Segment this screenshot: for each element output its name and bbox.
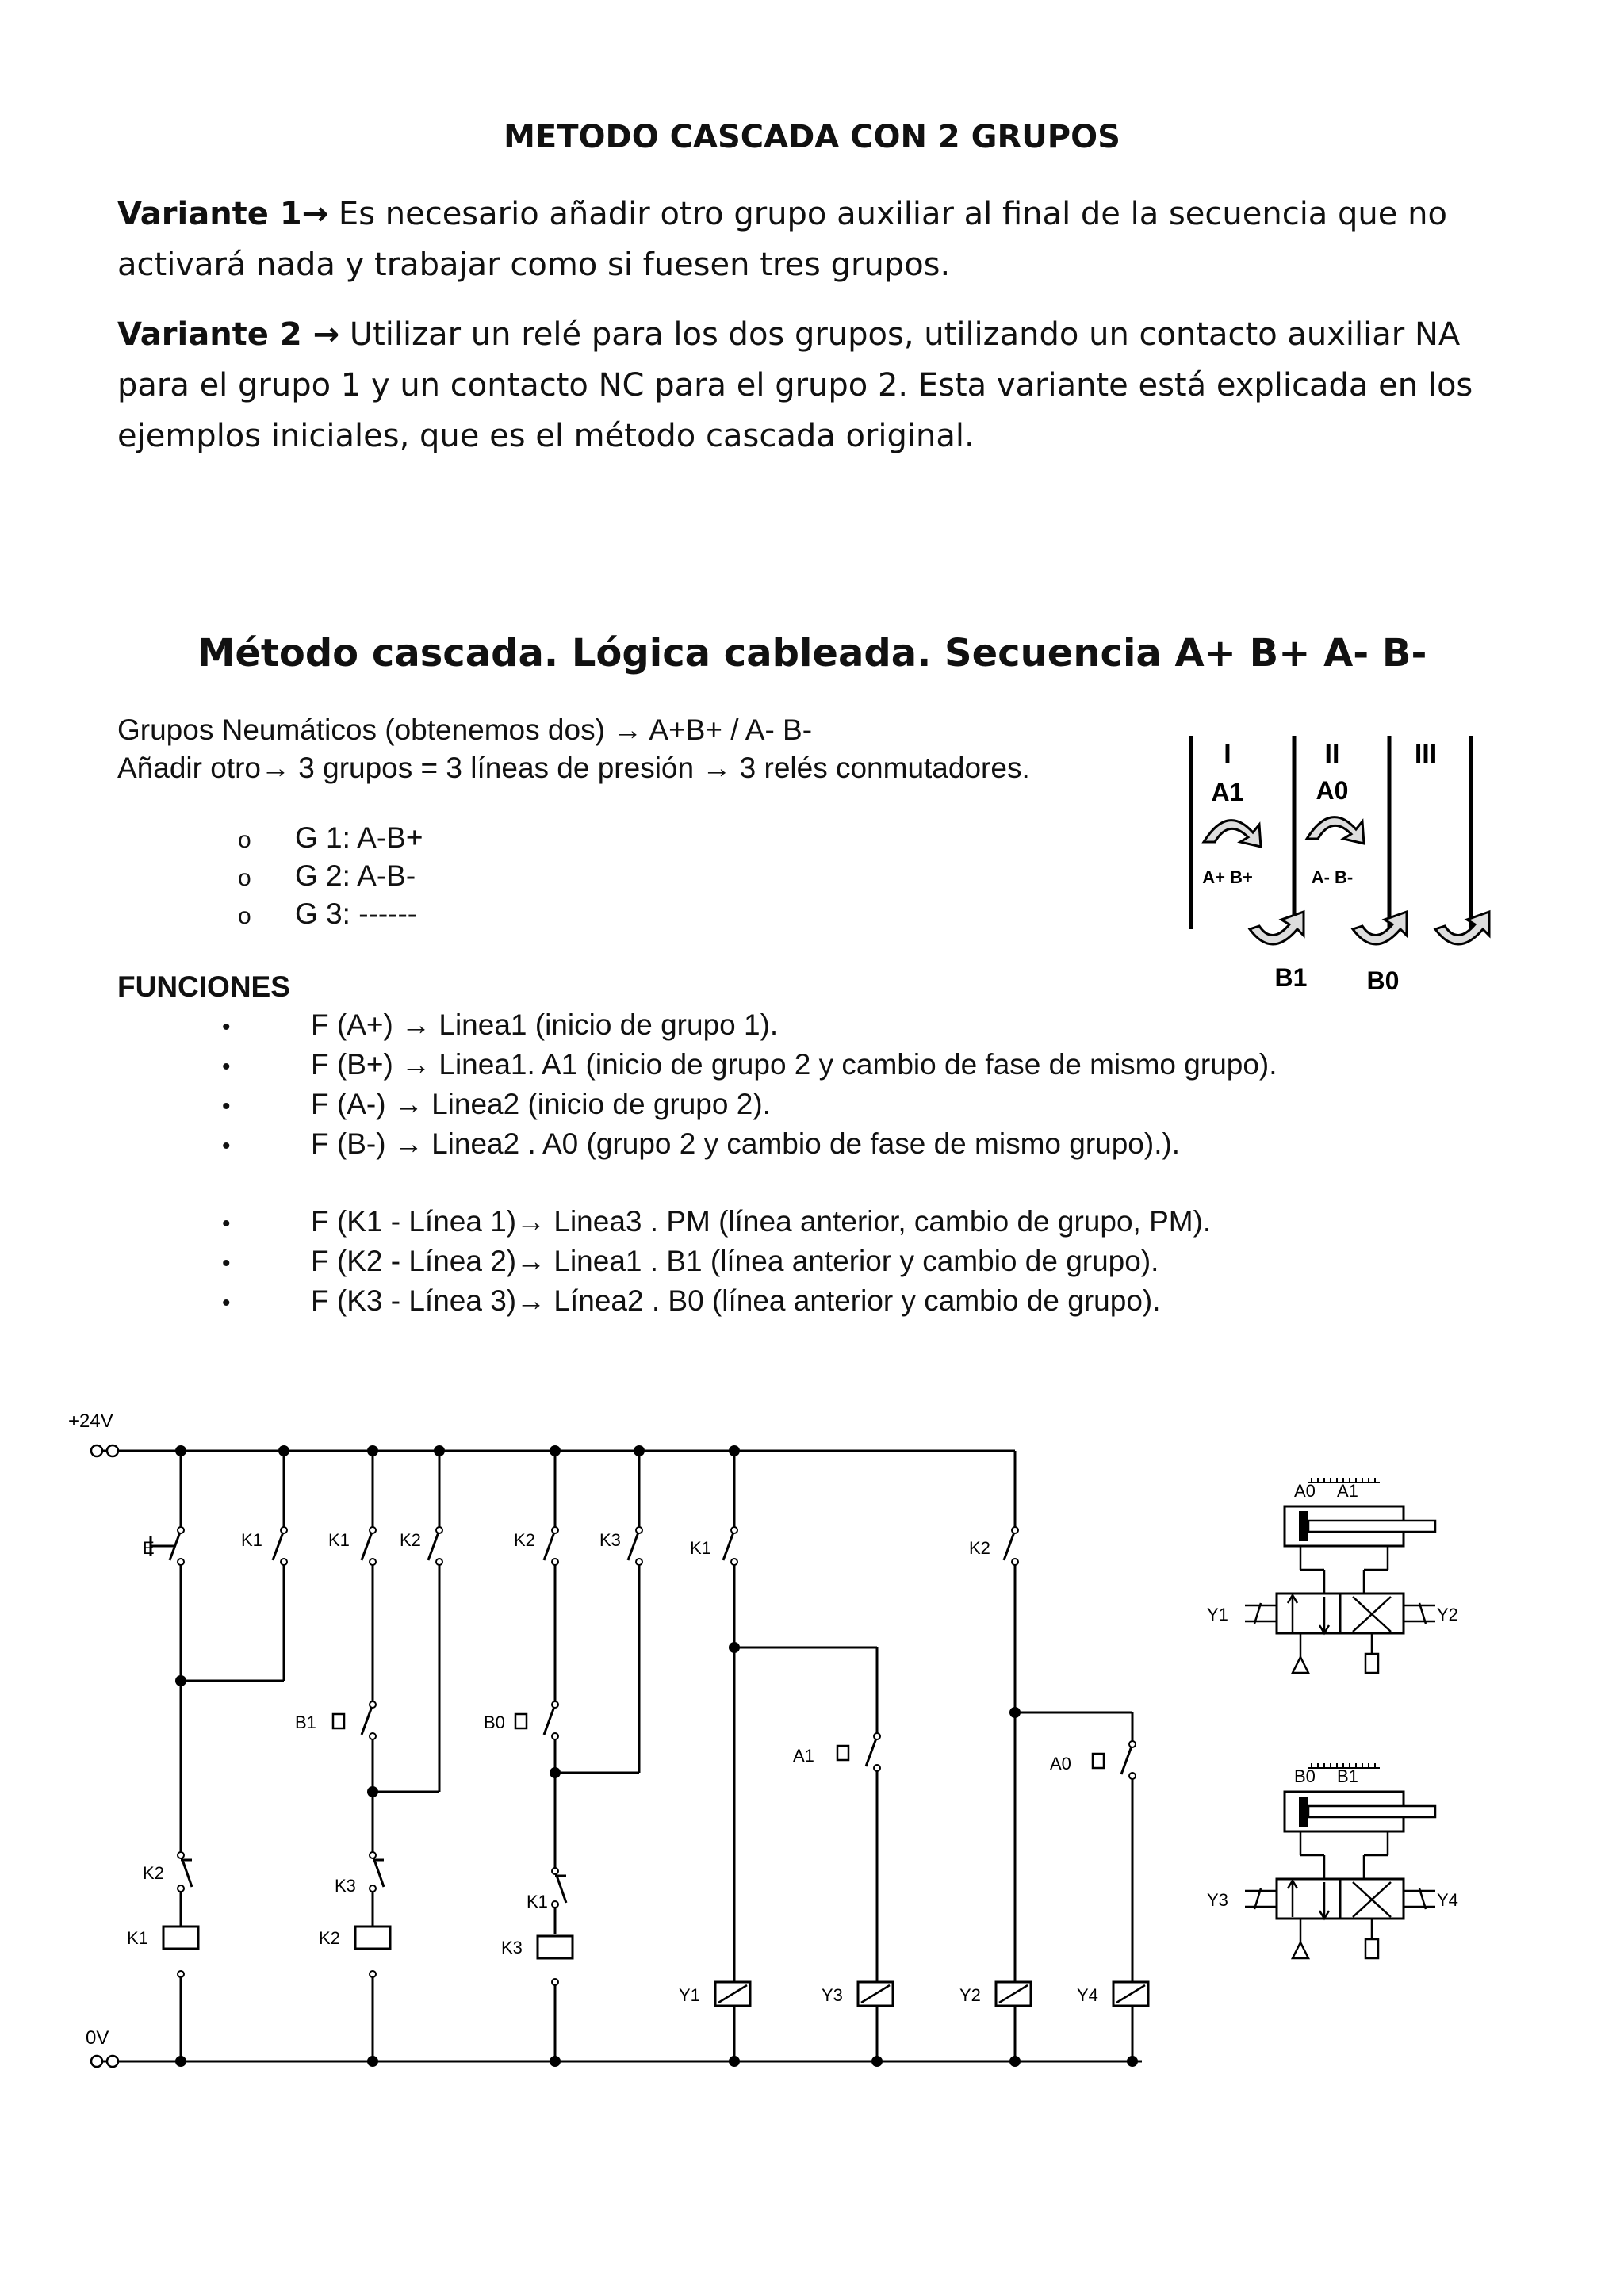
solenoid-label: Y1 [679,1985,700,2005]
group-text: G 2: A-B- [295,859,416,892]
sensor-contact-label: A1 [793,1746,814,1766]
curved-arrow-icon [1204,821,1261,847]
function-item [222,1245,1159,1278]
function-bullet: • [222,1290,231,1316]
sensor-label-A1: A1 [1211,778,1244,806]
sensor-label-B0: B0 [1366,966,1400,995]
cyl-b-sensor-label: B0 [1294,1766,1316,1786]
start-button-label: E [143,1538,155,1558]
solenoid-label: Y2 [959,1985,981,2005]
function-text: F (B+) → Linea1. A1 (inicio de grupo 2 y cambio de fase de mismo grupo). [311,1048,1277,1081]
function-bullet: • [222,1211,231,1237]
funciones-heading: FUNCIONES [117,970,290,1003]
function-bullet: • [222,1054,231,1080]
cascade-group-diagram [1174,721,1546,1007]
contact-label: K3 [335,1876,356,1896]
curved-arrow-icon [1307,817,1364,844]
line-label-III: III [1414,739,1438,769]
sensor-actuator-icon [1093,1754,1104,1768]
coil-label: K2 [319,1928,340,1948]
valve-a [1245,1594,1435,1673]
coil-label: K1 [127,1928,148,1948]
variant-1-paragraph [117,189,1529,290]
document-title: METODO CASCADA CON 2 GRUPOS [504,119,1120,155]
group-text: G 3: ------ [295,897,418,930]
group-bullet: o [238,903,251,929]
function-text: F (K3 - Línea 3)→ Línea2 . B0 (línea anterior y cambio de grupo). [311,1284,1161,1317]
solenoid-label: Y4 [1077,1985,1098,2005]
function-item [222,1205,1211,1238]
group-text: G 1: A-B+ [295,821,423,854]
function-text: F (K1 - Línea 1)→ Linea3 . PM (línea anterior, cambio de grupo, PM). [311,1205,1212,1238]
function-text: F (B-) → Linea2 . A0 (grupo 2 y cambio de fase de mismo grupo).). [311,1127,1181,1160]
relay-coil-K1 [163,1927,198,1949]
sensor-label-B1: B1 [1274,963,1308,992]
supply-terminal [91,1445,102,1456]
sensor-contact-label: B1 [295,1712,316,1732]
solenoid-label: Y3 [822,1985,843,2005]
sensor-actuator-icon [837,1746,848,1760]
ground-terminal [91,2056,102,2067]
group-item [238,859,416,893]
group-item [238,897,417,931]
sensor-actuator-icon [333,1714,344,1728]
contact-label: K3 [599,1530,621,1550]
function-bullet: • [222,1250,231,1276]
sensor-label-A0: A0 [1316,776,1349,805]
contact-label: K2 [514,1530,535,1550]
sensor-contact-label: B0 [484,1712,505,1732]
sensor-actuator-icon [515,1714,527,1728]
function-bullet: • [222,1093,231,1119]
section-title: Método cascada. Lógica cableada. Secuencia A+ B+ A- B- [197,631,1427,675]
contact-label: K1 [328,1530,350,1550]
function-bullet: • [222,1014,231,1040]
function-item [222,1048,1277,1081]
relay-coil-K3 [538,1936,573,1958]
function-item [222,1008,778,1042]
contact-label: K1 [241,1530,262,1550]
contact-label: K1 [527,1892,548,1911]
valve-b-solenoid-label: Y4 [1437,1890,1458,1910]
valve-a-solenoid-label: Y2 [1437,1605,1458,1624]
supply-label: +24V [68,1410,113,1432]
cyl-a-sensor-label: A1 [1337,1481,1358,1501]
variant-2-text: Utilizar un relé para los dos grupos, utilizando un contacto auxiliar NA para el grupo 1 y un contacto NC para el grupo 2. Esta variante está explicada en los ejemplos iniciales, que es el método cascada original. [117,316,1473,454]
line-label-I: I [1224,739,1231,769]
function-text: F (A+) → Linea1 (inicio de grupo 1). [311,1008,779,1041]
function-item [222,1088,771,1121]
function-item [222,1127,1180,1161]
contact-label: K2 [143,1863,164,1883]
cyl-b-sensor-label: B1 [1337,1766,1358,1786]
pneumatic-diagram [1205,1467,1467,2085]
line-label-II: II [1324,739,1340,769]
group-move-1: A+ B+ [1202,867,1253,887]
variant-2-paragraph [117,309,1529,461]
valve-a-solenoid-label: Y1 [1207,1605,1228,1624]
coil-label: K3 [501,1938,523,1957]
groups-line-1: Grupos Neumáticos (obtenemos dos) → A+B+ / A- B- [117,714,813,746]
contact-label: K2 [400,1530,421,1550]
valve-b [1245,1879,1435,1958]
groups-line-2: Añadir otro→ 3 grupos = 3 líneas de presión → 3 relés conmutadores. [117,752,1030,784]
ground-label: 0V [86,2027,109,2049]
relay-coil-K2 [355,1927,390,1949]
function-item [222,1284,1161,1318]
curved-arrow-icon [1353,912,1407,944]
function-text: F (K2 - Línea 2)→ Linea1 . B1 (línea anterior y cambio de grupo). [311,1245,1159,1277]
group-move-2: A- B- [1311,867,1354,887]
group-item [238,821,423,855]
variant-1-label: Variante 1→ [117,196,329,232]
function-text: F (A-) → Linea2 (inicio de grupo 2). [311,1088,771,1120]
group-bullet: o [238,827,251,853]
function-bullet: • [222,1133,231,1159]
contact-label: K1 [690,1538,711,1558]
group-bullet: o [238,865,251,891]
ladder-diagram [63,1403,1205,2101]
cyl-a-sensor-label: A0 [1294,1481,1316,1501]
valve-b-solenoid-label: Y3 [1207,1890,1228,1910]
curved-arrow-icon [1250,912,1304,944]
contact-label: K2 [969,1538,990,1558]
curved-arrow-icon [1435,912,1489,944]
variant-2-label: Variante 2 → [117,316,340,353]
sensor-contact-label: A0 [1050,1754,1071,1774]
variant-1-text: Es necesario añadir otro grupo auxiliar al final de la secuencia que no activará nada y trabajar como si fuesen tres grupos. [117,196,1447,283]
